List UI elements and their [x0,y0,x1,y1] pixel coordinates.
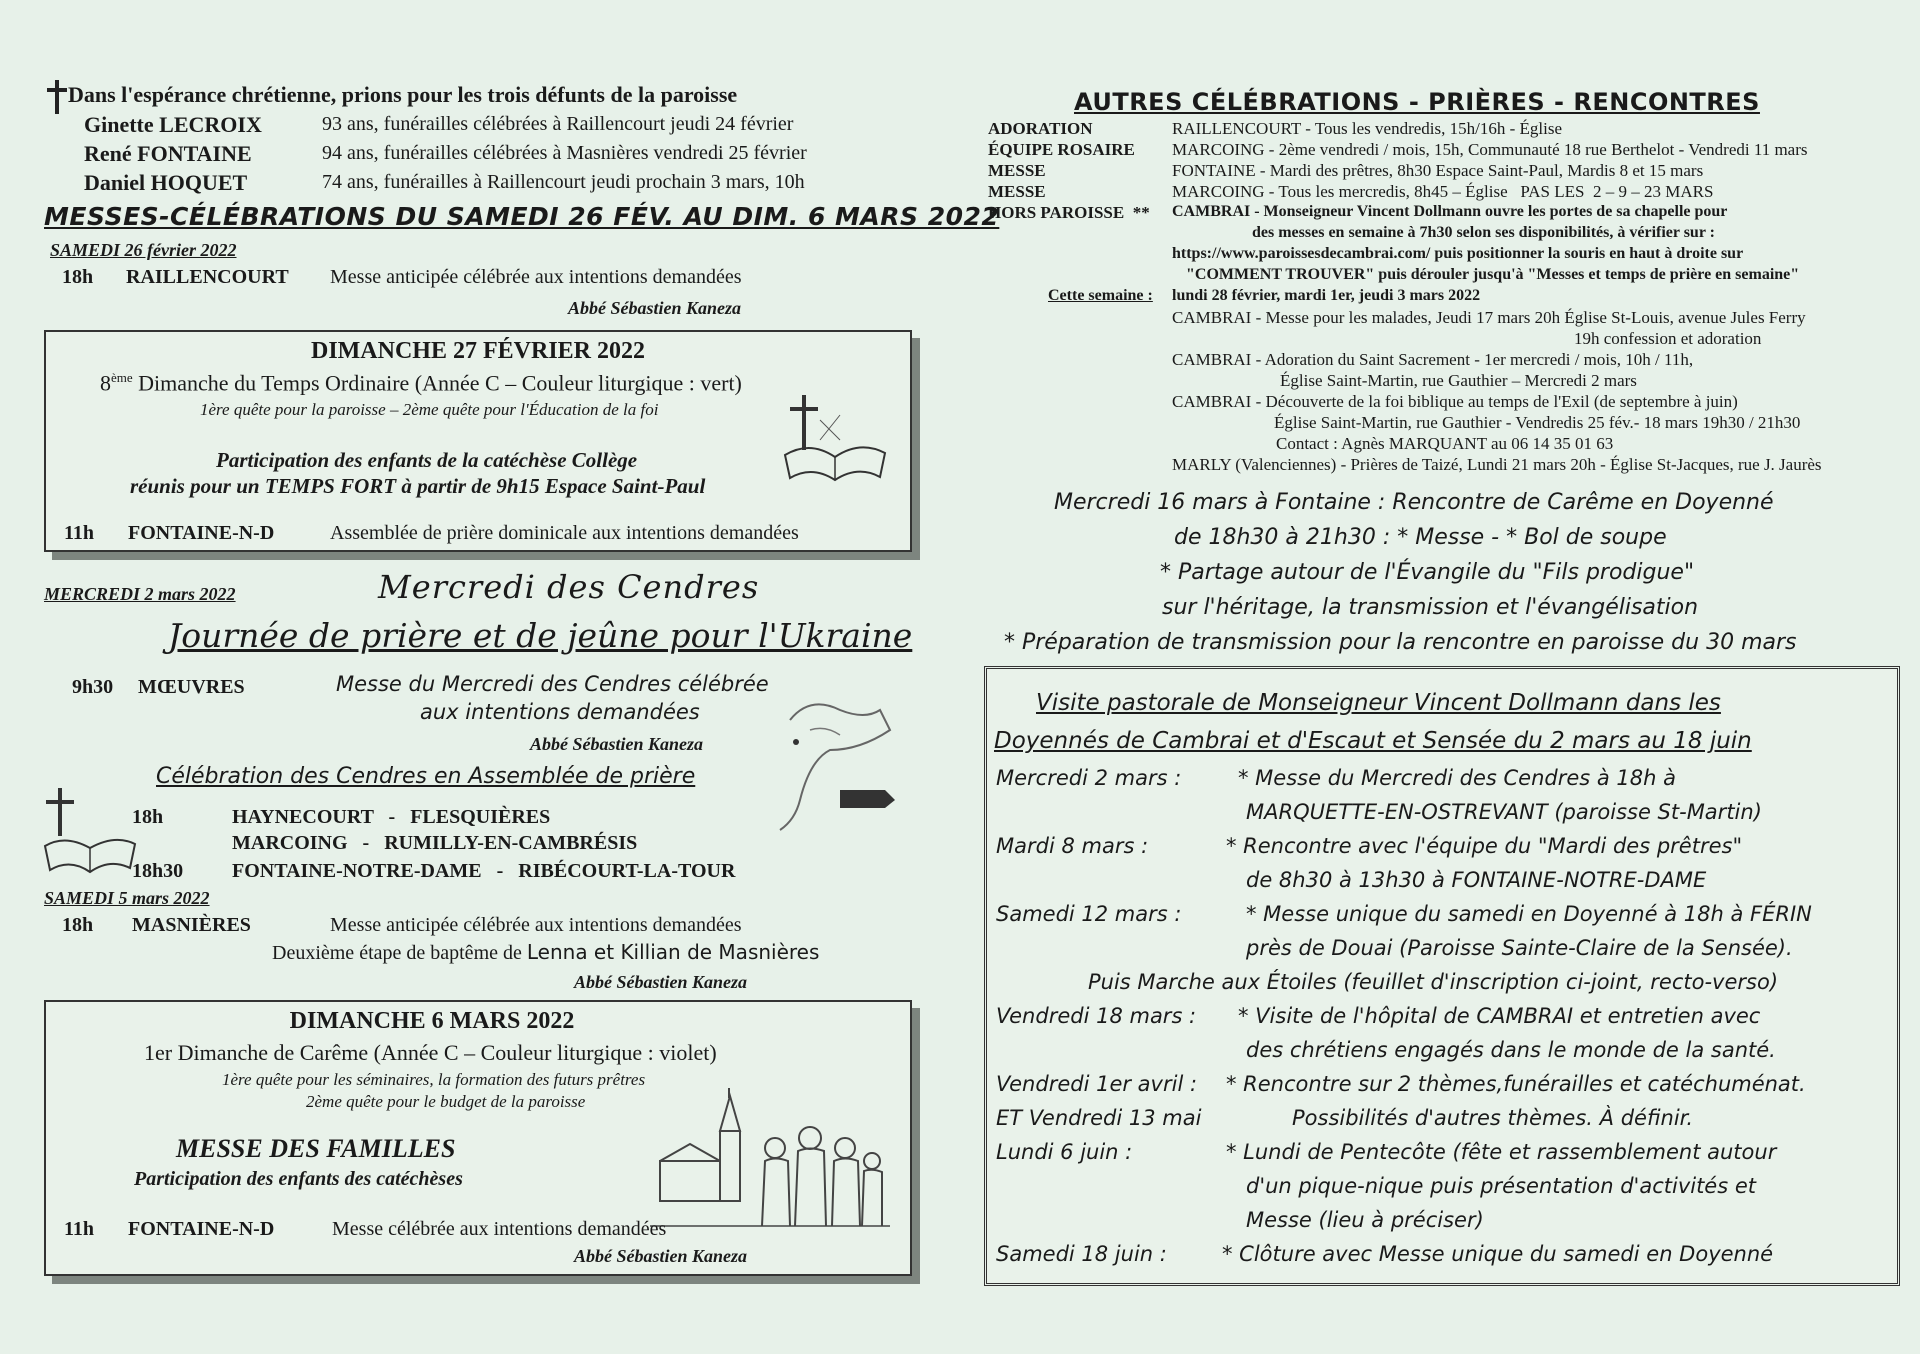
visite-text: MARQUETTE-EN-OSTREVANT (paroisse St-Martin) [1246,800,1762,824]
cette-label: Cette semaine : [1048,287,1153,304]
visite-text: près de Douai (Paroisse Sainte-Claire de la Sensée). [1246,936,1793,960]
hors-line: CAMBRAI - Adoration du Saint Sacrement - 1er mercredi / mois, 10h / 11h, [1172,350,1694,369]
mass-text: Messe du Mercredi des Cendres célébrée [336,672,769,696]
visite-date: ET Vendredi 13 mai [996,1106,1202,1130]
row-label: MESSE [988,161,1046,180]
mass-text: Messe anticipée célébrée aux intentions demandées [330,266,742,288]
defunt-name: Ginette LECROIX [84,112,262,137]
bapteme: Deuxième étape de baptême de Lenna et Killian de Masnières [272,940,820,964]
ukraine-journee: Journée de prière et de jeûne pour l'Ukraine [168,616,913,655]
hors-line: Église Saint-Martin, rue Gauthier – Mercredi 2 mars [1280,371,1637,390]
row-label: HORS PAROISSE ** [988,203,1150,222]
date-heading: SAMEDI 26 février 2022 [50,240,237,260]
visite-text: d'un pique-nique puis présentation d'activités et [1246,1174,1756,1198]
defunts-intro: Dans l'espérance chrétienne, prions pour les trois défunts de la paroisse [68,82,738,107]
time: 18h30 [132,860,184,882]
visite-text: * Lundi de Pentecôte (fête et rassemblement autour [1226,1140,1777,1164]
bible-icon [40,786,140,876]
familles-title: MESSE DES FAMILLES [176,1134,456,1163]
dim27-participation-1: Participation des enfants de la catéchèse Collège [216,448,638,472]
row-label: ÉQUIPE ROSAIRE [988,140,1135,159]
mass-text: Messe célébrée aux intentions demandées [332,1218,667,1240]
visite-text: des chrétiens engagés dans le monde de la santé. [1246,1038,1776,1062]
dim27-participation-2: réunis pour un TEMPS FORT à partir de 9h15 Espace Saint-Paul [130,474,706,498]
row-label: ADORATION [988,119,1093,138]
hors-line: https://www.paroissesdecambrai.com/ puis positionner la souris en haut à droite sur [1172,245,1744,262]
careme-line: * Partage autour de l'Évangile du "Fils prodigue" [1160,560,1695,585]
time: 18h [62,914,94,936]
hors-line: CAMBRAI - Monseigneur Vincent Dollmann ouvre les portes de sa chapelle pour [1172,203,1728,220]
careme-line: sur l'héritage, la transmission et l'évangélisation [1162,595,1699,620]
visite-text: * Clôture avec Messe unique du samedi en Doyenné [1222,1242,1774,1266]
visite-text: * Visite de l'hôpital de CAMBRAI et entretien avec [1238,1004,1761,1028]
messes-title: MESSES-CÉLÉBRATIONS DU SAMEDI 26 FÉV. AU DIM. 6 MARS 2022 [44,202,1000,231]
familles-participation: Participation des enfants des catéchèses [134,1168,463,1190]
defunt-text: 93 ans, funérailles célébrées à Raillencourt jeudi 24 février [322,113,794,135]
row-text: FONTAINE - Mardi des prêtres, 8h30 Espace Saint-Paul, Mardis 8 et 15 mars [1172,161,1704,180]
time: 11h [64,522,95,544]
time: 18h [132,806,164,828]
places: MARCOING - RUMILLY-EN-CAMBRÉSIS [232,832,638,854]
careme-line: * Préparation de transmission pour la rencontre en paroisse du 30 mars [1004,630,1797,655]
defunt-text: 94 ans, funérailles célébrées à Masnières vendredi 25 février [322,142,807,164]
mass-text: Messe anticipée célébrée aux intentions demandées [330,914,742,936]
hors-line: Contact : Agnès MARQUANT au 06 14 35 01 63 [1276,434,1614,453]
celebration-cendres: Célébration des Cendres en Assemblée de prière [156,764,696,789]
row-text: MARCOING - Tous les mercredis, 8h45 – Église PAS LES 2 – 9 – 23 MARS [1172,182,1714,201]
ashes-hand-icon [770,690,900,840]
time: 18h [62,266,94,288]
place: RAILLENCOURT [126,266,289,288]
cross-icon [46,80,68,114]
visite-date: Samedi 12 mars : [996,902,1182,926]
visite-text: * Rencontre avec l'équipe du "Mardi des prêtres" [1226,834,1743,858]
row-text: RAILLENCOURT - Tous les vendredis, 15h/16h - Église [1172,119,1563,138]
visite-text: Messe (lieu à préciser) [1246,1208,1484,1232]
place: FONTAINE-N-D [128,1218,275,1240]
visite-date: Samedi 18 juin : [996,1242,1167,1266]
place: FONTAINE-N-D [128,522,275,544]
dim27-quete: 1ère quête pour la paroisse – 2ème quête pour l'Éducation de la foi [200,400,659,419]
place: MASNIÈRES [132,914,251,936]
hors-line: MARLY (Valenciennes) - Prières de Taizé, Lundi 21 mars 20h - Église St-Jacques, rue J. Jaurès [1172,455,1822,474]
places: FONTAINE-NOTRE-DAME - RIBÉCOURT-LA-TOUR [232,860,736,882]
mass-text: Assemblée de prière dominicale aux intentions demandées [330,522,799,544]
careme-line: de 18h30 à 21h30 : * Messe - * Bol de soupe [1174,525,1667,550]
row-label: MESSE [988,182,1046,201]
dim27-title: DIMANCHE 27 FÉVRIER 2022 [310,338,645,364]
time: 11h [64,1218,95,1240]
priest: Abbé Sébastien Kaneza [574,972,748,992]
row-text: MARCOING - 2ème vendredi / mois, 15h, Communauté 18 rue Berthelot - Vendredi 11 mars [1172,140,1808,159]
date-heading: SAMEDI 5 mars 2022 [44,888,210,908]
visite-date: Lundi 6 juin : [996,1140,1133,1164]
visite-title: Doyennés de Cambrai et d'Escaut et Sensée du 2 mars au 18 juin [994,728,1752,754]
visite-date: Vendredi 1er avril : [996,1072,1198,1096]
dim6-quete-1: 1ère quête pour les séminaires, la formation des futurs prêtres [222,1070,646,1089]
place: MŒUVRES [138,676,245,698]
dim6-subtitle: 1er Dimanche de Carême (Année C – Couleur liturgique : violet) [144,1040,717,1065]
hors-line: CAMBRAI - Messe pour les malades, Jeudi 17 mars 20h Église St-Louis, avenue Jules Ferry [1172,308,1806,327]
visite-text: de 8h30 à 13h30 à FONTAINE-NOTRE-DAME [1246,868,1707,892]
dim6-title: DIMANCHE 6 MARS 2022 [289,1008,575,1034]
defunt-text: 74 ans, funérailles à Raillencourt jeudi prochain 3 mars, 10h [322,171,805,193]
right-title: AUTRES CÉLÉBRATIONS - PRIÈRES - RENCONTRES [1074,88,1760,116]
visite-date: Vendredi 18 mars : [996,1004,1197,1028]
priest: Abbé Sébastien Kaneza [568,298,742,318]
defunt-name: Daniel HOQUET [84,170,248,195]
visite-text: * Messe unique du samedi en Doyenné à 18h à FÉRIN [1246,902,1812,926]
dim27-subtitle: 8ème Dimanche du Temps Ordinaire (Année C – Couleur liturgique : vert) [100,370,742,396]
visite-text: Puis Marche aux Étoiles (feuillet d'inscription ci-joint, recto-verso) [1088,970,1779,994]
hors-line: Église Saint-Martin, rue Gauthier - Vendredis 25 fév.- 18 mars 19h30 / 21h30 [1274,413,1801,432]
priest: Abbé Sébastien Kaneza [530,734,704,754]
visite-date: Mercredi 2 mars : [996,766,1182,790]
visite-text: * Messe du Mercredi des Cendres à 18h à [1238,766,1676,790]
hors-line: des messes en semaine à 7h30 selon ses disponibilités, à vérifier sur : [1252,224,1715,241]
visite-text: Possibilités d'autres thèmes. À définir. [1292,1106,1694,1130]
time: 9h30 [72,676,114,698]
places: HAYNECOURT - FLESQUIÈRES [232,806,551,828]
visite-date: Mardi 8 mars : [996,834,1149,858]
visite-text: * Rencontre sur 2 thèmes,funérailles et catéchuménat. [1226,1072,1806,1096]
visite-title: Visite pastorale de Monseigneur Vincent Dollmann dans les [1036,690,1721,716]
defunt-name: René FONTAINE [84,141,252,166]
cette-dates: lundi 28 février, mardi 1er, jeudi 3 mars 2022 [1172,287,1481,304]
mass-text: aux intentions demandées [420,700,700,724]
careme-line: Mercredi 16 mars à Fontaine : Rencontre de Carême en Doyenné [1054,490,1774,515]
dim6-quete-2: 2ème quête pour le budget de la paroisse [306,1092,586,1111]
cendres-title: Mercredi des Cendres [378,568,760,606]
priest: Abbé Sébastien Kaneza [574,1246,748,1266]
church-family-icon [650,1086,890,1236]
hors-line: 19h confession et adoration [1574,329,1762,348]
hors-line: "COMMENT TROUVER" puis dérouler jusqu'à "Messes et temps de prière en semaine" [1186,266,1800,283]
date-heading: MERCREDI 2 mars 2022 [44,584,236,604]
hors-line: CAMBRAI - Découverte de la foi biblique au temps de l'Exil (de septembre à juin) [1172,392,1738,411]
bible-icon [780,385,890,485]
